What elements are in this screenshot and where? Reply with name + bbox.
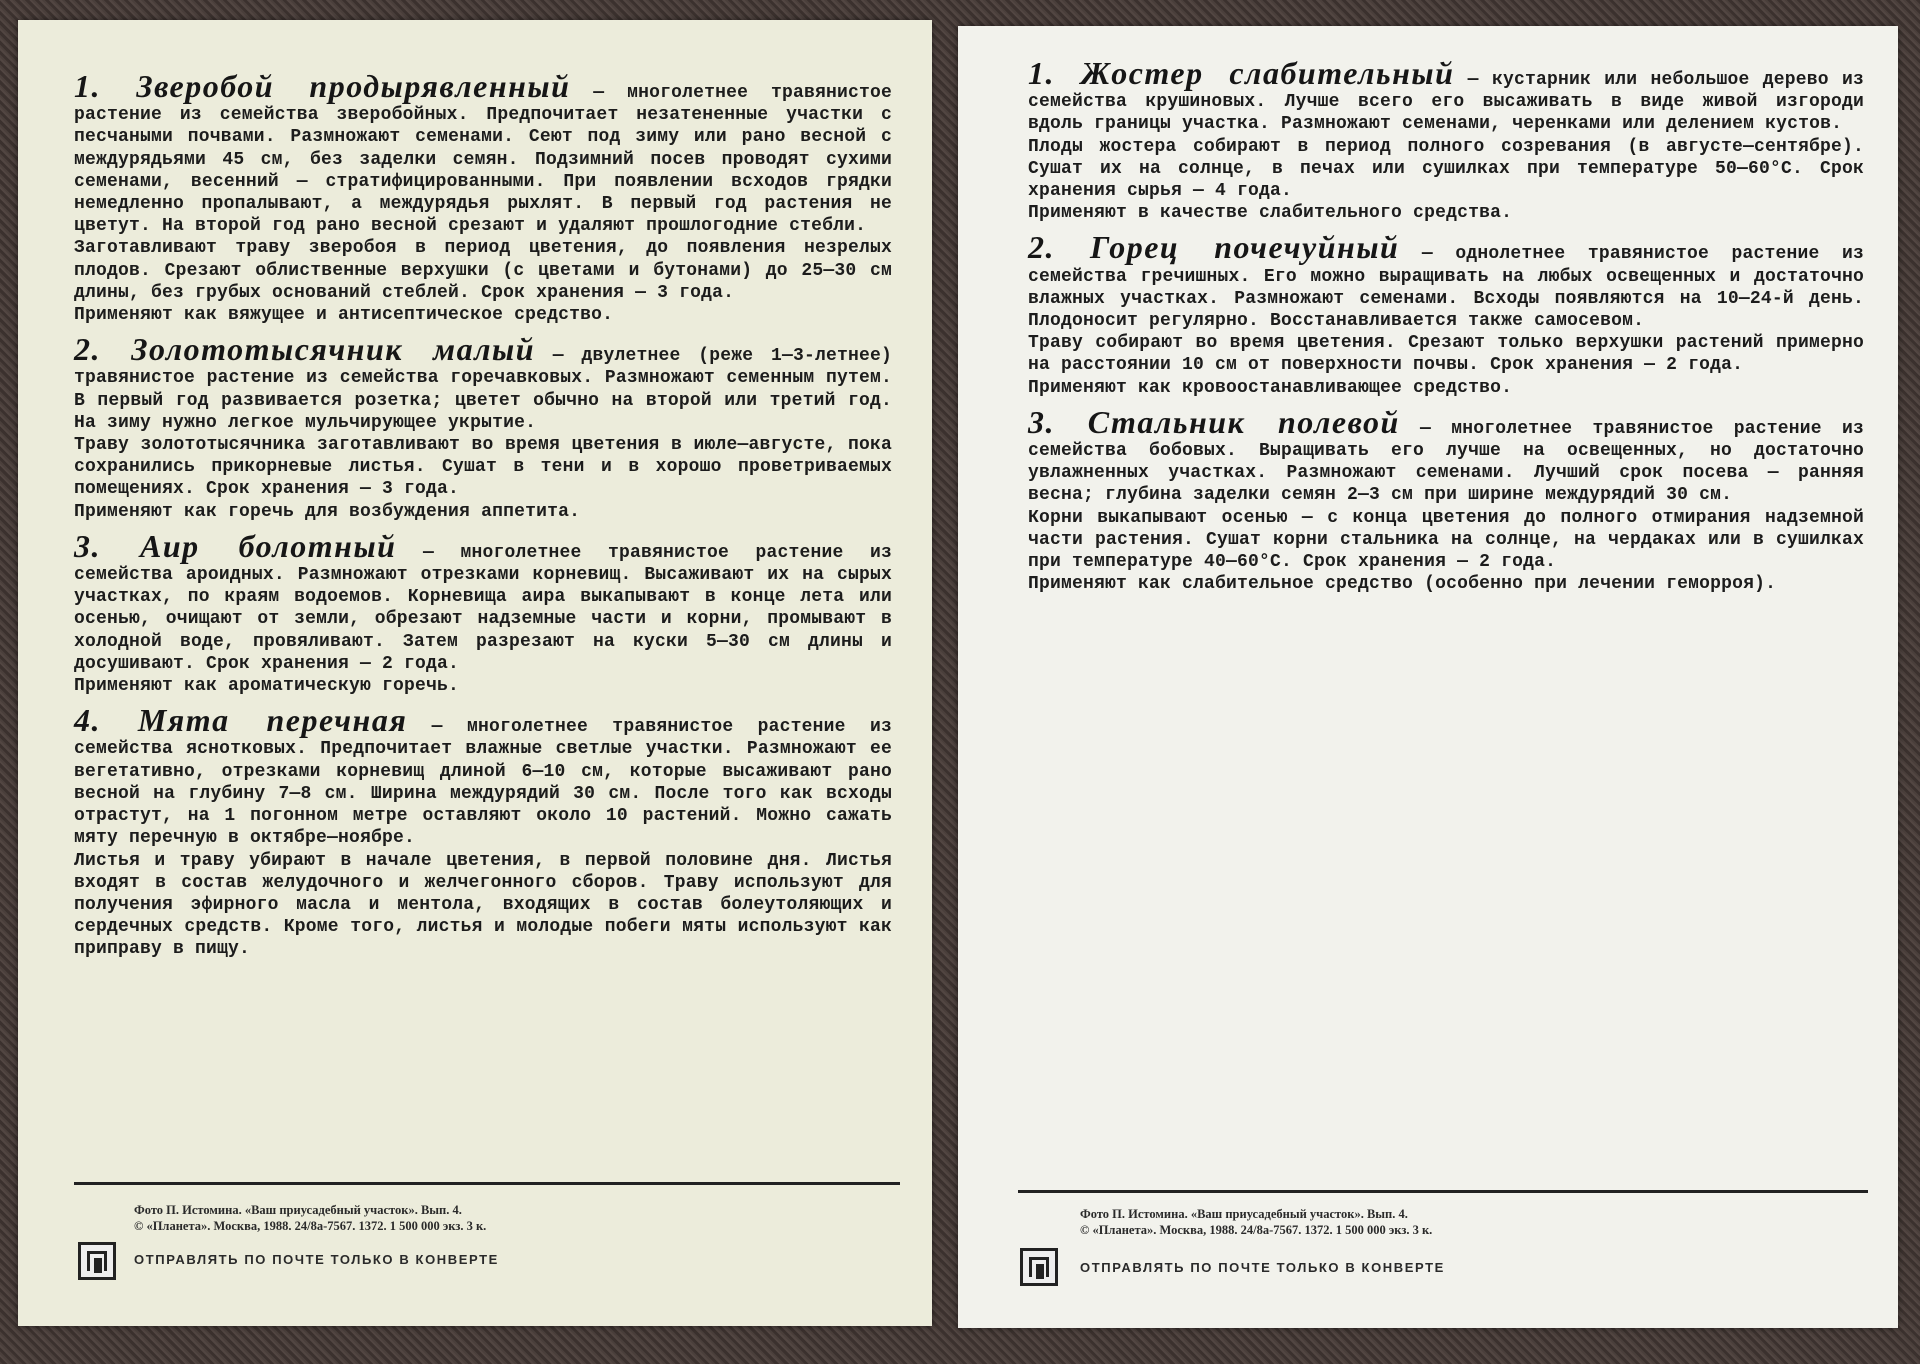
send-note: ОТПРАВЛЯТЬ ПО ПОЧТЕ ТОЛЬКО В КОНВЕРТЕ bbox=[134, 1252, 499, 1267]
entry-usage: Применяют как вяжущее и антисептическое средство. bbox=[74, 305, 614, 326]
send-note: ОТПРАВЛЯТЬ ПО ПОЧТЕ ТОЛЬКО В КОНВЕРТЕ bbox=[1080, 1260, 1445, 1275]
publisher-logo-icon bbox=[1020, 1248, 1058, 1286]
entry-ononis bbox=[1028, 403, 1864, 596]
entry-centaurium bbox=[74, 331, 892, 523]
entry-harvest: Листья и траву убирают в начале цветения, в первой половине дня. Листья входят в состав желудочного и желчегонного сборов. Траву используют для получения эфирного масла и ментола, входящих в состав болеутоляющих и сердечных средств. Кроме того, листья и молодые побеги мяты используют как приправу в пищу. bbox=[74, 850, 892, 960]
entry-title: 2. Горец почечуйный bbox=[1028, 229, 1400, 266]
entry-intro: 1. Зверобой продырявленный — многолетнее травянистое растение из семейства зверобойных. Предпочитает незатененные участки с песчаными почвами. Размножают семенами. Сеют под зиму или рано весной с междурядьями 45 см, без заделки семян. Подзимний посев проводят сухими семенами, весенний — стратифицированными. При появлении всходов грядки немедленно пропалывают, а междурядья рыхлят. В первый год растения не цветут. На второй год рано весной срезают и удаляют прошлогодние стебли. bbox=[74, 68, 892, 237]
entry-harvest: Плоды жостера собирают в период полного созревания (в августе—сентябре). Сушат их на солнце, в печах или сушилках при температуре 50—60°С. Срок хранения сырья — 4 года. bbox=[1028, 136, 1864, 202]
entry-title: 4. Мята перечная bbox=[74, 702, 408, 739]
entry-harvest: Траву собирают во время цветения. Срезают только верхушки растений примерно на расстоянии 10 см от поверхности почвы. Срок хранения — 2 года. bbox=[1028, 333, 1864, 376]
footer-credits bbox=[134, 1202, 486, 1234]
entry-title: 3. Аир болотный bbox=[74, 527, 397, 564]
entry-intro: 2. Золототысячник малый — двулетнее (реже 1—3-летнее) травянистое растение из семейства горечавковых. Размножают семенным путем. В первый год развивается розетка; цветет обычно на второй или третий год. На зиму нужно легкое мульчирующее укрытие. bbox=[74, 331, 892, 433]
footer-divider bbox=[1018, 1190, 1868, 1193]
entry-rhamnus bbox=[1028, 55, 1864, 224]
entry-title: 2. Золототысячник малый bbox=[74, 331, 536, 368]
entry-usage: Применяют как горечь для возбуждения аппетита. bbox=[74, 501, 581, 522]
credit-line: © «Планета». Москва, 1988. 24/8а-7567. 1372. 1 500 000 экз. 3 к. bbox=[1080, 1223, 1433, 1237]
entry-title: 3. Стальник полевой bbox=[1028, 403, 1400, 440]
publisher-logo-icon bbox=[78, 1242, 116, 1280]
entry-acorus bbox=[74, 527, 892, 697]
entry-harvest: Траву золототысячника заготавливают во время цветения в июле—августе, пока сохранились прикорневые листья. Сушат в тени и в хорошо проветриваемых помещениях. Срок хранения — 3 года. bbox=[74, 435, 892, 500]
entry-usage: Применяют как слабительное средство (особенно при лечении геморроя). bbox=[1028, 574, 1777, 595]
entry-mentha bbox=[74, 702, 892, 960]
footer-divider bbox=[74, 1182, 900, 1185]
credit-line: Фото П. Истомина. «Ваш приусадебный участок». Вып. 4. bbox=[1080, 1207, 1408, 1221]
postcard-back-right bbox=[958, 26, 1898, 1328]
entry-intro: 4. Мята перечная — многолетнее травянистое растение из семейства яснотковых. Предпочитает влажные светлые участки. Размножают ее вегетативно, отрезками корневищ длиной 6—10 см, которые высаживают рано весной на глубину 7—8 см. Ширина междурядий 30 см. После того как всходы отрастут, на 1 погонном метре оставляют около 10 растений. Можно сажать мяту перечную в октябре—ноябре. bbox=[74, 702, 892, 849]
entry-polygonum bbox=[1028, 229, 1865, 398]
entry-intro: 2. Горец почечуйный — однолетнее травянистое растение из семейства гречишных. Его можно выращивать на любых освещенных и достаточно влажных участках. Размножают семенами. Всходы появляются на 10—24-й день. Плодоносит регулярно. Восстанавливается также самосевом. bbox=[1028, 229, 1865, 332]
entry-intro: 1. Жостер слабительный — кустарник или небольшое дерево из семейства крушиновых. Лучше всего его высаживать в виде живой изгороди вдоль границы участка. Размножают семенами, черенками или делением кустов. bbox=[1028, 55, 1864, 135]
entry-harvest: Заготавливают траву зверобоя в период цветения, до появления незрелых плодов. Срезают облиственные верхушки (с цветами и бутонами) до 25—30 см длины, без грубых оснований стеблей. Срок хранения — 3 года. bbox=[74, 238, 892, 303]
entry-harvest: Корни выкапывают осенью — с конца цветения до полного отмирания надземной части растения. Сушат корни стальника на солнце, на чердаках или в сушилках при температуре 40—60°С. Срок хранения — 2 года. bbox=[1028, 507, 1864, 573]
entry-title: 1. Жостер слабительный bbox=[1028, 55, 1455, 91]
entry-hypericum bbox=[74, 68, 892, 326]
entry-usage: Применяют в качестве слабительного средства. bbox=[1028, 203, 1513, 224]
entry-title: 1. Зверобой продырявленный bbox=[74, 68, 571, 104]
entry-intro: 3. Аир болотный — многолетнее травянистое растение из семейства ароидных. Размножают отрезками корневищ. Высаживают их на сырых участках, по краям водоемов. Корневища аира выкапывают в конце лета или осенью, очищают от земли, обрезают надземные части и корни, промывают в холодной воде, провяливают. Затем разрезают на куски 5—30 см длины и досушивают. Срок хранения — 2 года. bbox=[74, 527, 892, 674]
credit-line: Фото П. Истомина. «Ваш приусадебный участок». Вып. 4. bbox=[134, 1203, 462, 1217]
postcard-back-left bbox=[18, 20, 932, 1326]
footer-credits bbox=[1080, 1206, 1432, 1238]
entry-usage: Применяют как кровоостанавливающее средство. bbox=[1028, 377, 1513, 398]
credit-line: © «Планета». Москва, 1988. 24/8а-7567. 1372. 1 500 000 экз. 3 к. bbox=[134, 1219, 487, 1233]
entry-usage: Применяют как ароматическую горечь. bbox=[74, 676, 460, 697]
entry-intro: 3. Стальник полевой — многолетнее травянистое растение из семейства бобовых. Выращивать его лучше на освещенных, но достаточно увлажненных участках. Размножают семенами. Лучший срок посева — ранняя весна; глубина заделки семян 2—3 см при ширине междурядий 30 см. bbox=[1028, 403, 1864, 506]
